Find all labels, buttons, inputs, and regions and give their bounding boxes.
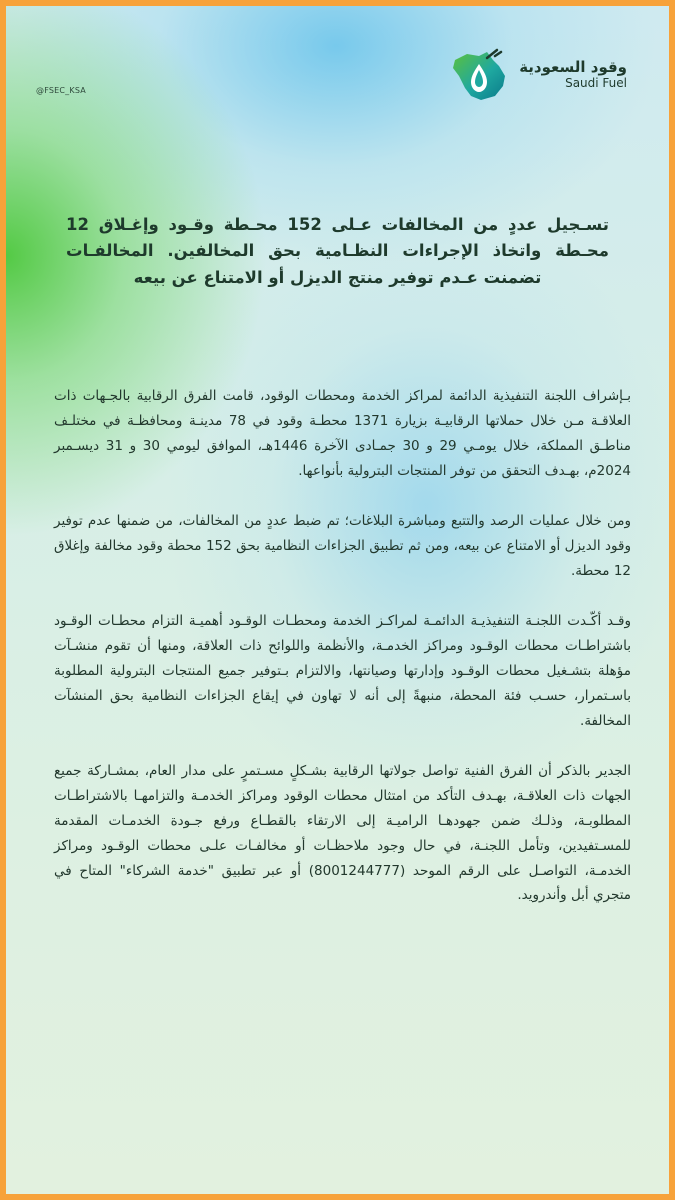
saudi-map-fuel-drop-icon (449, 46, 509, 104)
logo-name-arabic: وقود السعودية (519, 58, 627, 77)
account-handle: @FSEC_KSA (36, 86, 86, 95)
saudi-fuel-logo (449, 46, 627, 104)
paragraph-committee-statement: وقـد أكّـدت اللجنـة التنفيذيـة الدائمـة لمراكـز الخدمة ومحطـات الوقـود أهميـة التزام محطـات الوقـود باشتراطـات محطات الوقـود ومراكز الخدمـة، والأنظمة واللوائح ذات العلاقة، ومنها أن تقوم منشـآت مؤهلة بتشـغيل محطات الوقـود وإدارتها وصيانتها، والالتزام بـتوفير جميع المنتجات البترولية المطلوبة باسـتمرار، حسـب فئة المحطة، منبهةً إلى أنه لا تهاون في إيقاع الجزاءات النظامية بحق المنشآت المخالفة. (54, 612, 631, 729)
post-canvas (6, 6, 669, 1194)
news-headline: تسـجيل عددٍ من المخالفات عـلى 152 محـطة وقـود وإغـلاق 12 محـطة واتخاذ الإجراءات النظـامية بحق المخالفين. المخالفـات تضمنت عـدم توفير منتج الديزل أو الامتناع عن بيعه (66, 215, 609, 287)
article-body (54, 384, 631, 933)
paragraph-inspection-campaign: بـإشراف اللجنة التنفيذية الدائمة لمراكز الخدمة ومحطات الوقود، قامت الفرق الرقابية بالجـهات ذات العلاقـة مـن خلال حملاتها الرقابيـة بزيارة 1371 محطـة وقود في 78 مدينـة ومحافظـة في مختلـف مناطـق المملكة، خلال يومـي 29 و 30 جمـادى الآخرة 1446هـ، الموافق ليومي 30 و 31 ديسـمبر 2024م، بهـدف التحقق من توفر المنتجات البترولية بأنواعها. (54, 388, 632, 479)
logo-name-english: Saudi Fuel (565, 75, 627, 90)
logo-wordmark (519, 59, 627, 90)
paragraph-violations: ومن خلال عمليات الرصد والتتبع ومباشرة البلاغات؛ تم ضبط عددٍ من المخالفات، من ضمنها عدم توفير وقود الديزل أو الامتناع عن بيعه، ومن ثم تطبيق الجزاءات النظامية بحق 152 محطة وقود مخالفة وإغلاق 12 محطة. (54, 512, 632, 579)
paragraph-contact-info: الجدير بالذكر أن الفرق الفنية تواصل جولاتها الرقابية بشـكلٍ مسـتمرٍ على مدار العام، بمشـاركة جميع الجهات ذات العلاقـة، بهـدف التأكد من امتثال محطات الوقود ومراكز الخدمـة والتزامهـا بالاشتراطـات المطلوبـة، وذلـك ضمن جهودهـا الراميـة إلى الارتقاء بالقطـاع ورفع جـودة الخدمـات المقدمة للمسـتفيدين، وتأمل اللجنـة، في حال وجود ملاحظـات أو مخالفـات علـى محطات الوقـود ومراكز الخدمـة، التواصـل على الرقم الموحد (8001244777) أو عبر تطبيق "خدمة الشركاء" المتاح في متجري أبل وأندرويد. (54, 762, 632, 904)
